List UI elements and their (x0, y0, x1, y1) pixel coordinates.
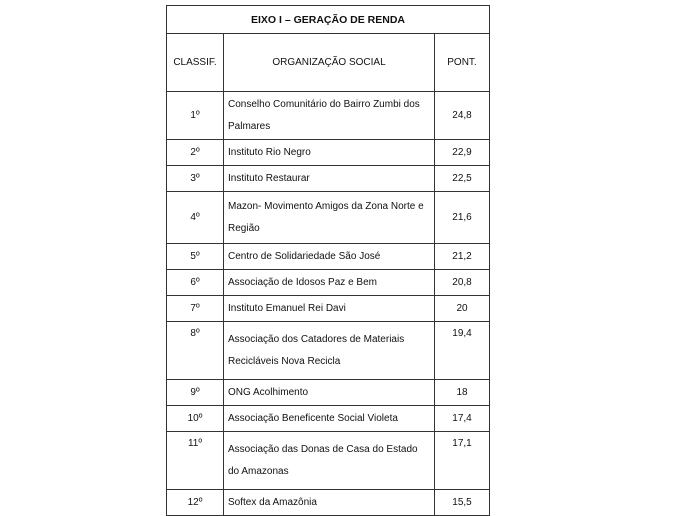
rank-cell: 3º (167, 166, 224, 192)
rank-cell: 8º (167, 322, 224, 380)
header-organization: ORGANIZAÇÃO SOCIAL (224, 34, 435, 92)
score-cell: 20,8 (435, 270, 490, 296)
table-row (167, 406, 490, 432)
organization-cell: Conselho Comunitário do Bairro Zumbi dos Palmares (224, 92, 435, 140)
score-cell: 24,8 (435, 92, 490, 140)
table-row (167, 92, 490, 140)
table-row (167, 140, 490, 166)
table-row (167, 192, 490, 244)
score-cell: 17,4 (435, 406, 490, 432)
score-cell: 17,1 (435, 432, 490, 490)
rank-cell: 1º (167, 92, 224, 140)
table-row (167, 322, 490, 380)
organization-cell: Softex da Amazônia (224, 490, 435, 516)
header-rank: CLASSIF. (167, 34, 224, 92)
organization-cell: Associação de Idosos Paz e Bem (224, 270, 435, 296)
score-cell: 22,5 (435, 166, 490, 192)
score-cell: 21,6 (435, 192, 490, 244)
organization-cell: ONG Acolhimento (224, 380, 435, 406)
table-row (167, 432, 490, 490)
rank-cell: 11º (167, 432, 224, 490)
table-row (167, 296, 490, 322)
rank-cell: 5º (167, 244, 224, 270)
organization-cell: Associação das Donas de Casa do Estado do Amazonas (224, 432, 435, 490)
score-cell: 15,5 (435, 490, 490, 516)
ranking-table (166, 5, 490, 516)
table-row (167, 166, 490, 192)
rank-cell: 7º (167, 296, 224, 322)
rank-cell: 12º (167, 490, 224, 516)
header-score: PONT. (435, 34, 490, 92)
score-cell: 18 (435, 380, 490, 406)
table-header-row (167, 34, 490, 92)
table-row (167, 380, 490, 406)
organization-cell: Instituto Rio Negro (224, 140, 435, 166)
table-title: EIXO I – GERAÇÃO DE RENDA (167, 6, 490, 34)
rank-cell: 6º (167, 270, 224, 296)
organization-cell: Centro de Solidariedade São José (224, 244, 435, 270)
rank-cell: 2º (167, 140, 224, 166)
organization-cell: Mazon- Movimento Amigos da Zona Norte e Região (224, 192, 435, 244)
rank-cell: 4º (167, 192, 224, 244)
organization-cell: Associação dos Catadores de Materiais Recicláveis Nova Recicla (224, 322, 435, 380)
score-cell: 20 (435, 296, 490, 322)
rank-cell: 9º (167, 380, 224, 406)
table-row (167, 270, 490, 296)
score-cell: 22,9 (435, 140, 490, 166)
organization-cell: Associação Beneficente Social Violeta (224, 406, 435, 432)
score-cell: 19,4 (435, 322, 490, 380)
table-title-row (167, 6, 490, 34)
table-row (167, 244, 490, 270)
rank-cell: 10º (167, 406, 224, 432)
organization-cell: Instituto Emanuel Rei Davi (224, 296, 435, 322)
organization-cell: Instituto Restaurar (224, 166, 435, 192)
score-cell: 21,2 (435, 244, 490, 270)
table-row (167, 490, 490, 516)
